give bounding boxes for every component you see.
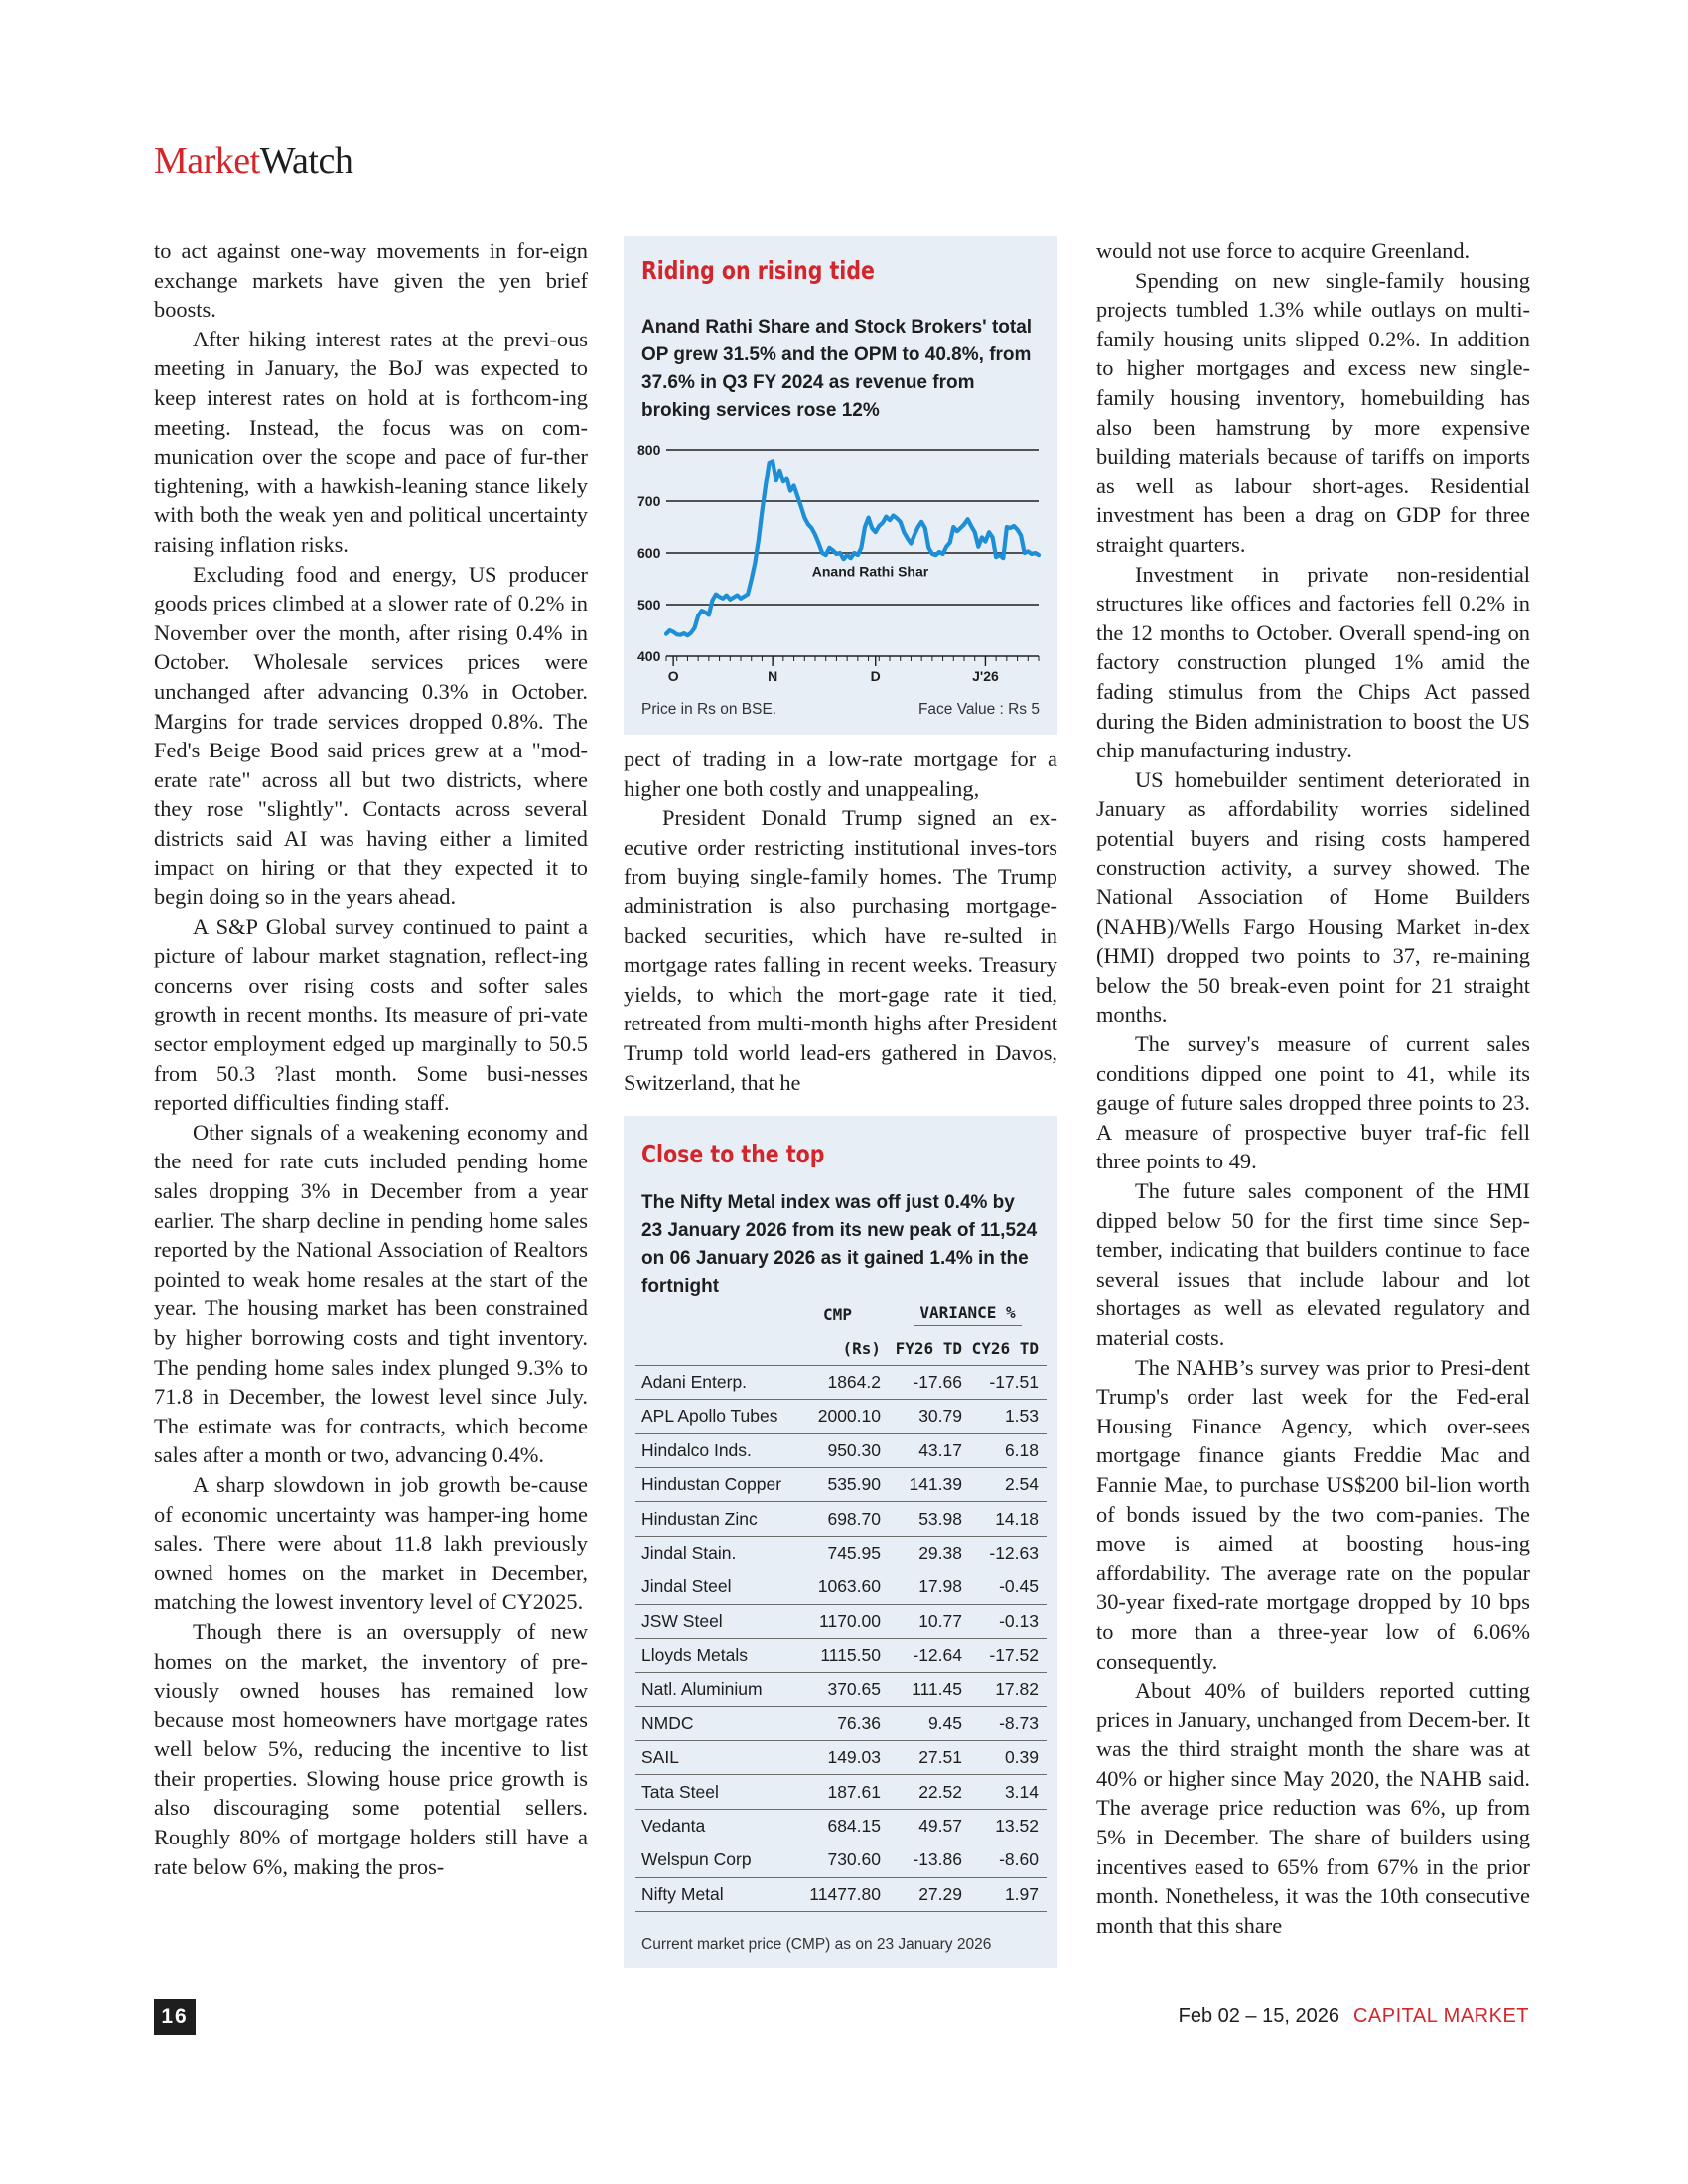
cy26-variance: -8.73 <box>970 1706 1047 1740</box>
table-row <box>635 1638 1047 1672</box>
table-box-subtitle: The Nifty Metal index was off just 0.4% by 23 January 2026 from its new peak of 11,524 on 06 January 2026 as it gained 1.4% in the fortnight <box>641 1192 1038 1297</box>
x-tick-label: O <box>667 668 679 684</box>
cmp-value: 1063.60 <box>794 1570 889 1604</box>
company-name: NMDC <box>635 1706 794 1740</box>
table-row <box>635 1467 1047 1501</box>
table-row <box>635 1570 1047 1604</box>
cy26-variance: -12.63 <box>970 1536 1047 1570</box>
table-row <box>635 1433 1047 1467</box>
table-row <box>635 1809 1047 1843</box>
cmp-value: 149.03 <box>794 1741 889 1775</box>
x-tick-label: J'26 <box>972 668 999 684</box>
table-row <box>635 1775 1047 1809</box>
chart-box <box>624 236 1057 735</box>
chart-box-title: Riding on rising tide <box>641 256 875 285</box>
fy26-variance: 53.98 <box>889 1502 970 1536</box>
company-name: SAIL <box>635 1741 794 1775</box>
cy26-variance: -17.52 <box>970 1638 1047 1672</box>
section-title <box>154 139 352 183</box>
chart-foot-left: Price in Rs on BSE. <box>641 701 777 718</box>
fy26-variance: 29.38 <box>889 1536 970 1570</box>
cy26-variance: 0.39 <box>970 1741 1047 1775</box>
cmp-value: 535.90 <box>794 1467 889 1501</box>
fy26-variance: 111.45 <box>889 1673 970 1706</box>
table-row <box>635 1365 1047 1399</box>
table-box-title: Close to the top <box>641 1140 825 1168</box>
cmp-value: 698.70 <box>794 1502 889 1536</box>
col-cmp-header: CMP <box>823 1305 852 1325</box>
cmp-value: 1864.2 <box>794 1365 889 1399</box>
page-number: 16 <box>154 1999 196 2035</box>
cmp-value: 684.15 <box>794 1809 889 1843</box>
table-row <box>635 1706 1047 1740</box>
cy26-variance: -0.13 <box>970 1604 1047 1638</box>
article-column-3 <box>1096 236 1530 1940</box>
cmp-value: 370.65 <box>794 1673 889 1706</box>
table-subheader-row <box>635 1331 1047 1365</box>
company-name: APL Apollo Tubes <box>635 1400 794 1433</box>
chart-foot-right: Face Value : Rs 5 <box>917 701 1040 718</box>
fy26-variance: 17.98 <box>889 1570 970 1604</box>
article-column-2 <box>624 745 1057 1097</box>
cy26-variance: -0.45 <box>970 1570 1047 1604</box>
fy26-variance: 49.57 <box>889 1809 970 1843</box>
col-rs-header: (Rs) <box>794 1331 889 1365</box>
cy26-variance: 1.53 <box>970 1400 1047 1433</box>
section-title-watch: Watch <box>259 140 353 182</box>
cy26-variance: 1.97 <box>970 1877 1047 1911</box>
fy26-variance: -13.86 <box>889 1843 970 1877</box>
cy26-variance: 17.82 <box>970 1673 1047 1706</box>
col-fy-header: FY26 TD <box>889 1331 970 1365</box>
cmp-value: 730.60 <box>794 1843 889 1877</box>
fy26-variance: 30.79 <box>889 1400 970 1433</box>
table-row <box>635 1843 1047 1877</box>
col-cy-header: CY26 TD <box>970 1331 1047 1365</box>
paragraph: The future sales component of the HMI dipped below 50 for the first time since Sep-tember, indicating that builders continue to face several issues that include labour and lot shortages as well as elevated regulatory and material costs. <box>1096 1178 1530 1350</box>
paragraph: Other signals of a weakening economy and the need for rate cuts included pending home sales dropping 3% in December from a year earlier. The sharp decline in pending home sales reported by the National Association of Realtors pointed to weak home resales at the start of the year. The housing market has been constrained by higher borrowing costs and tight inventory. The pending home sales index plunged 9.3% to 71.8 in December, the lowest level since July. The estimate was for contracts, which become sales after a month or two, advancing 0.4%. <box>154 1119 588 1468</box>
paragraph: pect of trading in a low-rate mortgage for a higher one both costly and unappealing, <box>624 747 1057 801</box>
fy26-variance: -17.66 <box>889 1365 970 1399</box>
fy26-variance: 141.39 <box>889 1467 970 1501</box>
y-tick-label: 400 <box>637 648 661 664</box>
paragraph: Excluding food and energy, US producer goods prices climbed at a slower rate of 0.2% in November over the month, after rising 0.4% in October. Wholesale services prices were unchanged after advancing 0.3% in October. Margins for trade services dropped 0.8%. The Fed's Beige Bood said prices grew at a "mod-erate rate" across all but two districts, where they rose "slightly". Contacts across several districts said AI was having either a limited impact on hiring or that they expected it to begin doing so in the years ahead. <box>154 561 588 910</box>
table-header-row <box>635 1298 1047 1331</box>
fy26-variance: -12.64 <box>889 1638 970 1672</box>
paragraph: President Donald Trump signed an ex-ecutive order restricting institutional inves-tors from buying single-family homes. The Trump administration is also purchasing mortgage-backed securities, which have re-sulted in mortgage rates falling in recent weeks. Treasury yields, to which the mort-gage rate it tied, retreated from multi-month highs after President Trump told world lead-ers gathered in Davos, Switzerland, that he <box>624 805 1057 1095</box>
company-name: Adani Enterp. <box>635 1365 794 1399</box>
cmp-value: 1115.50 <box>794 1638 889 1672</box>
paragraph: About 40% of builders reported cutting prices in January, unchanged from Decem-ber. It was the third straight month the share was at 40% or higher since May 2020, the NAHB said. The average price reduction was 6%, up from 5% in December. The share of builders using incentives eased to 65% from 67% in the prior month. Nonetheless, it was the 10th consecutive month that this share <box>1096 1678 1530 1938</box>
cy26-variance: 14.18 <box>970 1502 1047 1536</box>
table-row <box>635 1536 1047 1570</box>
article-column-1 <box>154 236 588 1881</box>
paragraph: Spending on new single-family housing projects tumbled 1.3% while outlays on multi-family housing units slipped 0.2%. In addition to higher mortgages and excess new single-family housing inventory, homebuilding has also been hamstrung by more expensive building materials because of tariffs on imports as well as labour short-ages. Residential investment has been a drag on GDP for three straight quarters. <box>1096 267 1530 557</box>
section-title-market: Market <box>154 140 260 182</box>
cy26-variance: 13.52 <box>970 1809 1047 1843</box>
company-name: Hindalco Inds. <box>635 1433 794 1467</box>
company-name: Nifty Metal <box>635 1877 794 1911</box>
chart-box-subtitle: Anand Rathi Share and Stock Brokers' total OP grew 31.5% and the OPM to 40.8%, from 37.6% in Q3 FY 2024 as revenue from broking services rose 12% <box>641 317 1033 421</box>
cmp-value: 2000.10 <box>794 1400 889 1433</box>
company-name: Vedanta <box>635 1809 794 1843</box>
y-tick-label: 600 <box>637 545 661 561</box>
cmp-value: 11477.80 <box>794 1877 889 1911</box>
y-tick-label: 500 <box>637 597 661 613</box>
table-footnote: Current market price (CMP) as on 23 January 2026 <box>641 1936 992 1953</box>
table-box <box>624 1116 1057 1968</box>
paragraph: would not use force to acquire Greenland. <box>1096 238 1471 263</box>
cy26-variance: -8.60 <box>970 1843 1047 1877</box>
price-chart <box>624 236 1057 735</box>
paragraph: After hiking interest rates at the previ-ous meeting in January, the BoJ was expected to keep interest rates on hold at is forthcom-ing meeting. Instead, the focus was on com-munication over the scope and pace of fur-ther tightening, with a hawkish-leaning stance likely with both the weak yen and political uncertainty raising inflation risks. <box>154 326 588 557</box>
company-name: Hindustan Copper <box>635 1467 794 1501</box>
table-row <box>635 1502 1047 1536</box>
y-tick-label: 800 <box>637 442 661 458</box>
company-name: Natl. Aluminium <box>635 1673 794 1706</box>
paragraph: Investment in private non-residential structures like offices and factories fell 0.2% in the 12 months to October. Overall spend-ing on factory construction plunged 1% amid the fading stimulus from the Chips Act passed during the Biden administration to boost the US chip manufacturing industry. <box>1096 561 1530 763</box>
cy26-variance: 2.54 <box>970 1467 1047 1501</box>
fy26-variance: 22.52 <box>889 1775 970 1809</box>
cmp-value: 187.61 <box>794 1775 889 1809</box>
series-line-anand-rathi <box>666 461 1039 635</box>
paragraph: The survey's measure of current sales conditions dipped one point to 41, while its gauge of future sales dropped three points to 23. A measure of prospective buyer traf-fic fell three points to 49. <box>1096 1031 1530 1174</box>
company-name: Welspun Corp <box>635 1843 794 1877</box>
fy26-variance: 10.77 <box>889 1604 970 1638</box>
table-row <box>635 1400 1047 1433</box>
y-tick-label: 700 <box>637 493 661 509</box>
company-name: Lloyds Metals <box>635 1638 794 1672</box>
cmp-value: 950.30 <box>794 1433 889 1467</box>
fy26-variance: 27.29 <box>889 1877 970 1911</box>
table-row <box>635 1741 1047 1775</box>
fy26-variance: 27.51 <box>889 1741 970 1775</box>
x-tick-label: N <box>768 668 778 684</box>
paragraph: to act against one-way movements in for-eign exchange markets have given the yen brief boosts. <box>154 238 588 323</box>
company-name: Hindustan Zinc <box>635 1502 794 1536</box>
series-label: Anand Rathi Shar <box>811 563 929 580</box>
company-name: Jindal Stain. <box>635 1536 794 1570</box>
cmp-value: 76.36 <box>794 1706 889 1740</box>
cy26-variance: 6.18 <box>970 1433 1047 1467</box>
company-name: Tata Steel <box>635 1775 794 1809</box>
paragraph: US homebuilder sentiment deteriorated in January as affordability worries sidelined potential buyers and rising costs hampered construction activity, a survey showed. The National Association of Home Builders (NAHB)/Wells Fargo Housing Market in-dex (HMI) dropped two points to 37, re-maining below the 50 break-even point for 21 straight months. <box>1096 766 1530 1027</box>
cmp-value: 1170.00 <box>794 1604 889 1638</box>
fy26-variance: 9.45 <box>889 1706 970 1740</box>
table-row <box>635 1877 1047 1911</box>
magazine-name: CAPITAL MARKET <box>1352 2005 1529 2027</box>
paragraph: The NAHB’s survey was prior to Presi-dent Trump's order last week for the Fed-eral Housing Finance Agency, which over-sees mortgage finance giants Freddie Mac and Fannie Mae, to purchase US$200 bil-lion worth of bonds issued by the two com-panies. The move is aimed at boosting hous-ing affordability. The average rate on the popular 30-year fixed-rate mortgage dropped by 10 bps to more than a three-year low of 6.06% consequently. <box>1096 1354 1530 1674</box>
metal-table <box>635 1298 1047 1912</box>
cy26-variance: -17.51 <box>970 1365 1047 1399</box>
fy26-variance: 43.17 <box>889 1433 970 1467</box>
footer-issue <box>1179 2005 1529 2028</box>
cy26-variance: 3.14 <box>970 1775 1047 1809</box>
table-row <box>635 1673 1047 1706</box>
paragraph: Though there is an oversupply of new homes on the market, the inventory of pre-viously owned houses has remained low because most homeowners have mortgage rates well below 5%, reducing the incentive to list their properties. Slowing house price growth is also discouraging some potential sellers. Roughly 80% of mortgage holders still have a rate below 6%, making the pros- <box>154 1618 588 1879</box>
issue-date: Feb 02 – 15, 2026 <box>1178 2005 1339 2027</box>
x-tick-label: D <box>870 668 881 684</box>
cmp-value: 745.95 <box>794 1536 889 1570</box>
col-variance-header: VARIANCE % <box>914 1303 1021 1326</box>
paragraph: A sharp slowdown in job growth be-cause of economic uncertainty was hamper-ing home sales. There were about 11.8 lakh previously owned homes on the market in December, matching the lowest inventory level of CY2025. <box>154 1471 588 1615</box>
company-name: Jindal Steel <box>635 1570 794 1604</box>
company-name: JSW Steel <box>635 1604 794 1638</box>
paragraph: A S&P Global survey continued to paint a picture of labour market stagnation, reflect-ing concerns over rising costs and softer sales growth in recent months. Its measure of pri-vate sector employment edged up marginally to 50.5 from 50.3 ?last month. Some busi-nesses reported difficulties finding staff. <box>154 913 588 1116</box>
table-row <box>635 1604 1047 1638</box>
